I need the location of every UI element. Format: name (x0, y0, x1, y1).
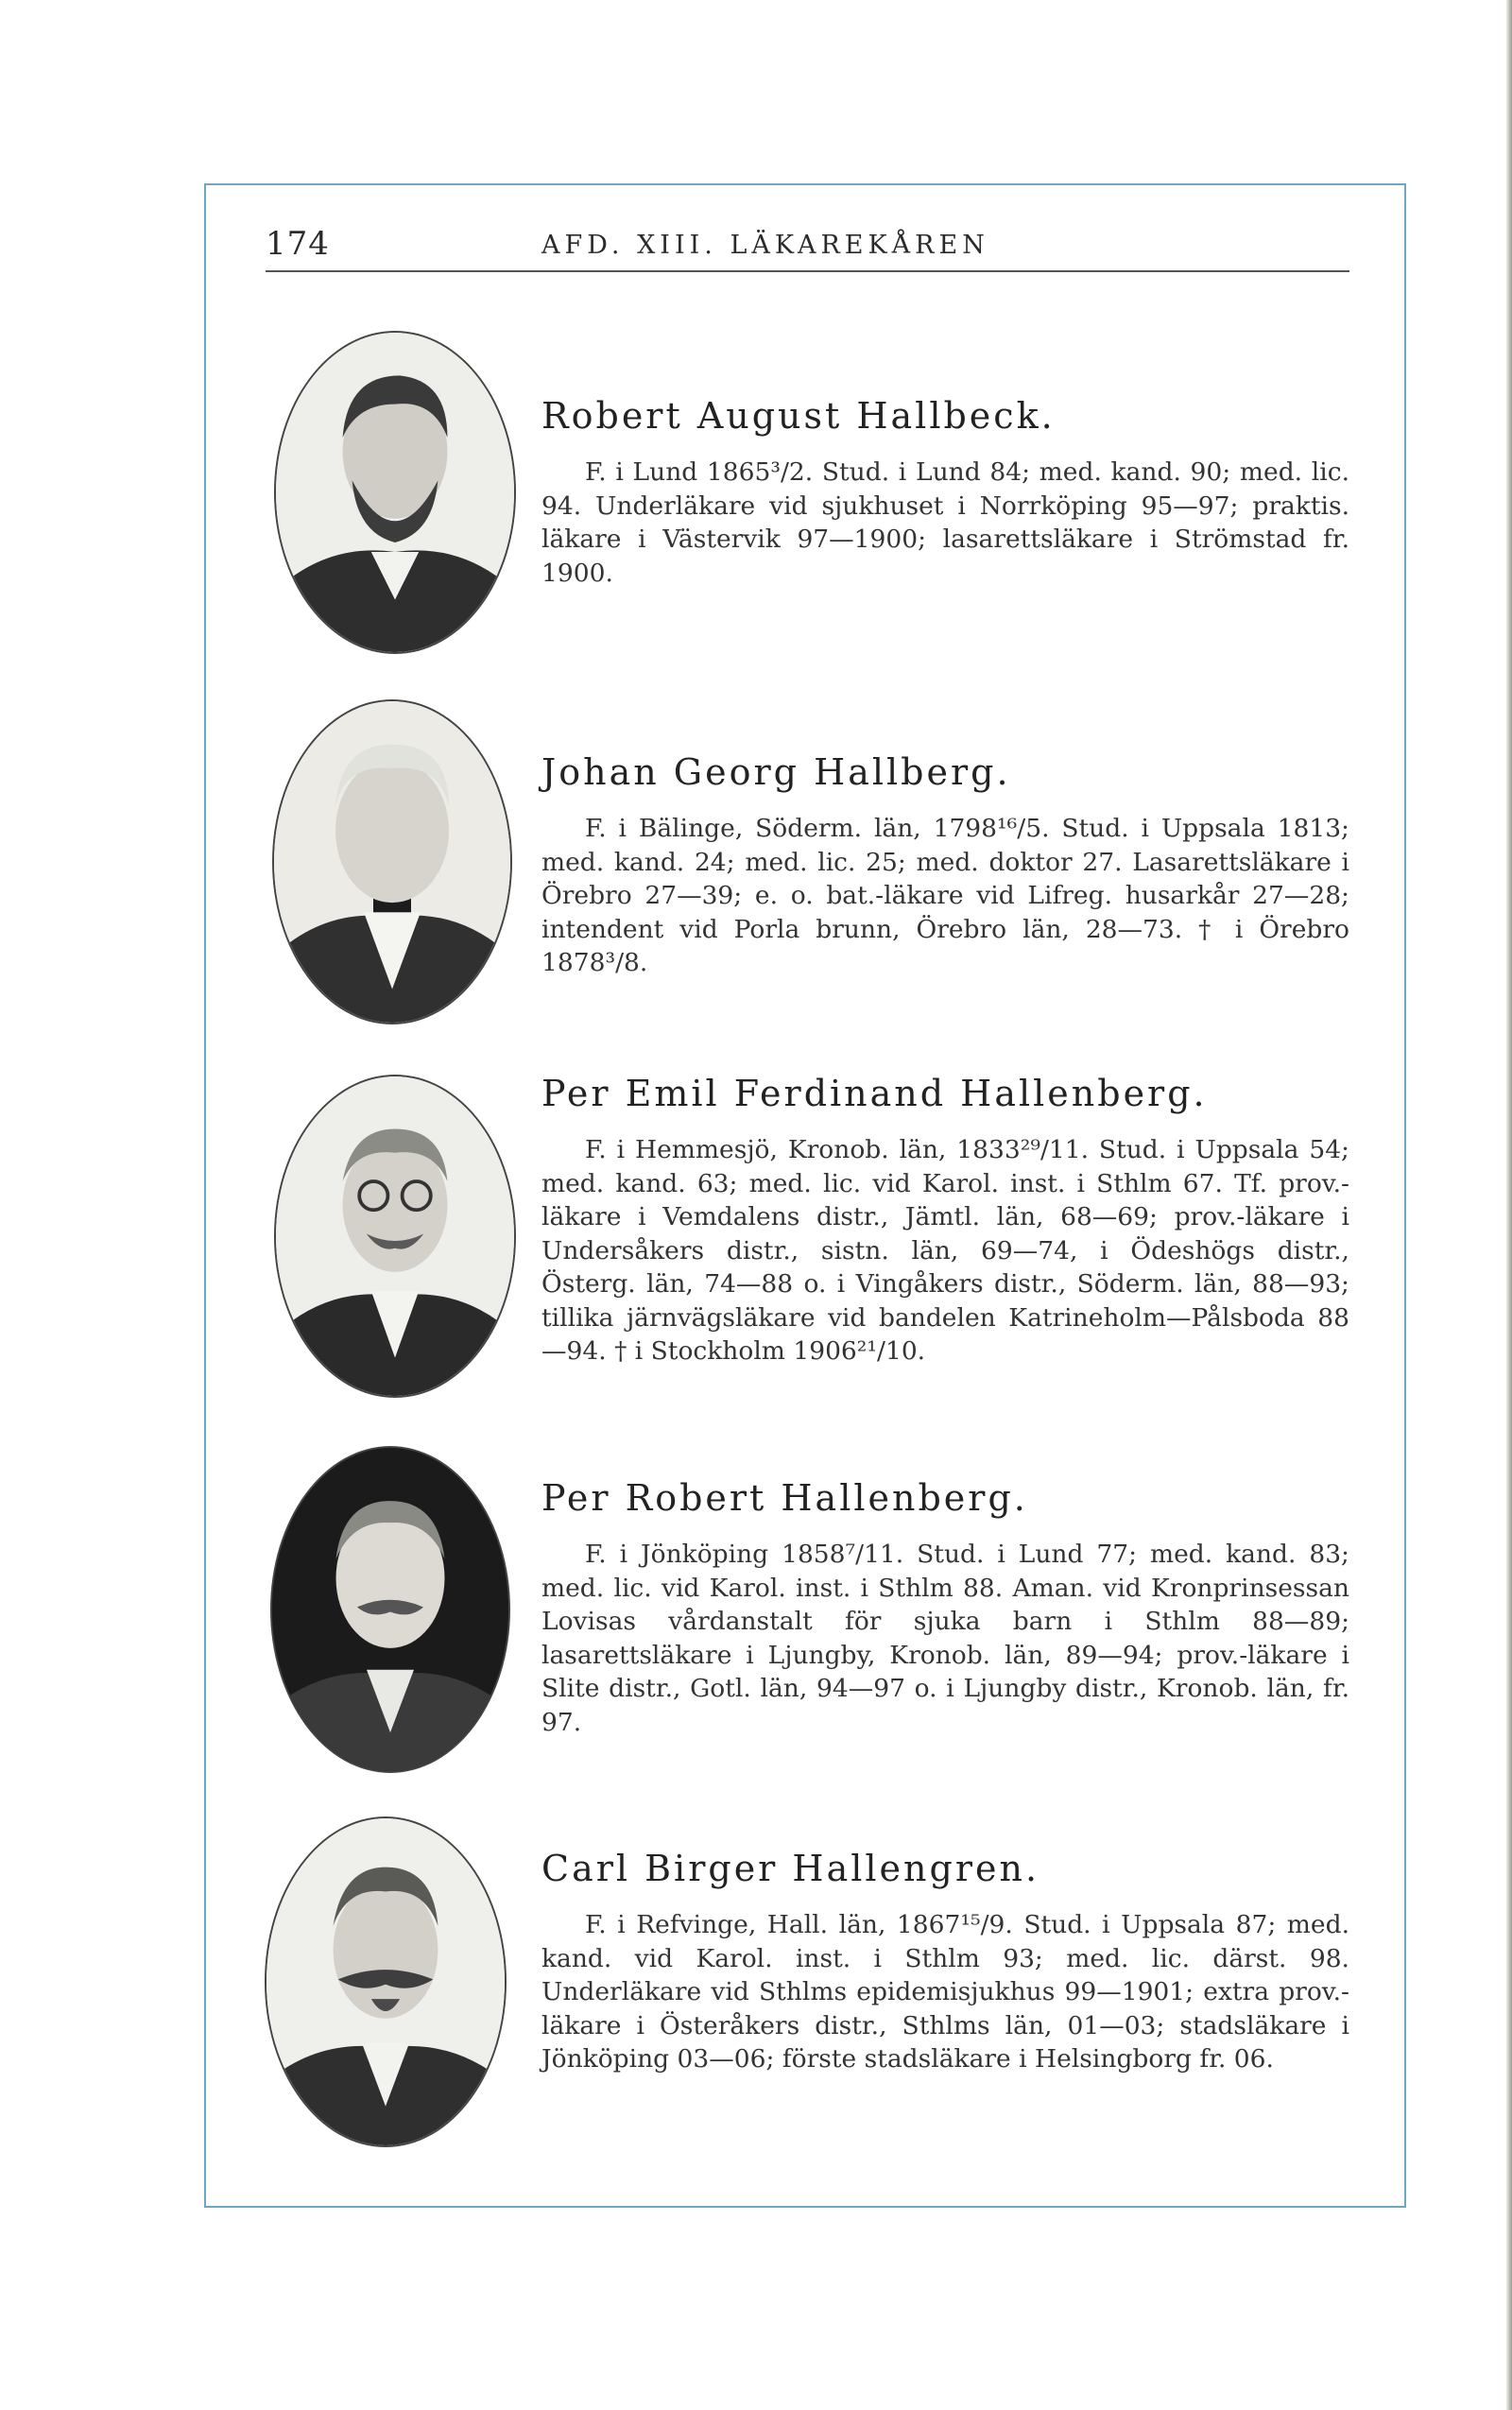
entry-name: Per Emil Ferdinand Hallenberg. (541, 1073, 1208, 1114)
portrait-elderly-man-icon (272, 699, 512, 1024)
entry-text: F. i Lund 1865³/2. Stud. i Lund 84; med. kand. 90; med. lic. 94. Underläkare vid sjukhuset i Norrköping 95—97; praktis. läkare i Västervik 97—1900; lasarettsläkare i Strömstad fr. 1900. (541, 457, 1349, 588)
entry-name: Carl Birger Hallengren. (541, 1848, 1040, 1889)
entry-text: F. i Jönköping 1858⁷/11. Stud. i Lund 77; med. kand. 83; med. lic. vid Karol. inst. i Sthlm 88. Aman. vid Kronprinsessan Lovisas vårdanstalt för sjuka barn i Sthlm 88—89; lasarettsläkare i Ljungby, Kronob. län, 89—94; prov.-läkare i Slite distr., Gotl. län, 94—97 o. i Ljungby distr., Kronob. län, fr. 97. (541, 1540, 1349, 1737)
portrait-man-with-moustache-icon (265, 1816, 507, 2147)
entry-text: F. i Bälinge, Söderm. län, 1798¹⁶/5. Stud. i Uppsala 1813; med. kand. 24; med. lic. 25; med. doktor 27. Lasarettsläkare i Örebro 27—39; e. o. bat.-läkare vid Lifreg. husarkår 27—28; intendent vid Porla brunn, Örebro län, 28—73. † i Örebro 1878³/8. (541, 814, 1349, 977)
portrait-man-with-glasses-icon (274, 1075, 516, 1398)
entry-name: Per Robert Hallenberg. (541, 1477, 1028, 1519)
page-edge-shadow (1506, 0, 1512, 2410)
entry-name: Robert August Hallbeck. (541, 395, 1056, 437)
portrait-mustached-man-dark-icon (270, 1446, 510, 1773)
portrait-bearded-man-icon (274, 331, 516, 654)
entry-name: Johan Georg Hallberg. (541, 751, 1011, 793)
entry-text: F. i Refvinge, Hall. län, 1867¹⁵/9. Stud. i Uppsala 87; med. kand. vid Karol. inst. i Sthlm 93; med. lic. därst. 98. Underläkare vid Sthlms epidemisjukhus 99—1901; extra prov.-läkare i Österåkers distr., Sthlms län, 01—03; stadsläkare i Jönköping 03—06; förste stadsläkare i Helsingborg fr. 06. (541, 1910, 1349, 2074)
entry-text: F. i Hemmesjö, Kronob. län, 1833²⁹/11. Stud. i Uppsala 54; med. kand. 63; med. lic. vid Karol. inst. i Sthlm 67. Tf. prov.-läkare i Vemdalens distr., Jämtl. län, 68—69; prov.-läkare i Undersåkers distr., sistn. län, 69—74, i Ödeshögs distr., Österg. län, 74—88 o. i Vingåkers distr., Söderm. län, 88—93; tillika järnvägsläkare vid bandelen Katrineholm—Pålsboda 88—94. † i Stockholm 1906²¹/10. (541, 1135, 1349, 1366)
running-head: AFD. XIII. LÄKAREKÅREN (541, 231, 989, 260)
page-number: 174 (266, 225, 330, 263)
page-header (266, 219, 1349, 272)
